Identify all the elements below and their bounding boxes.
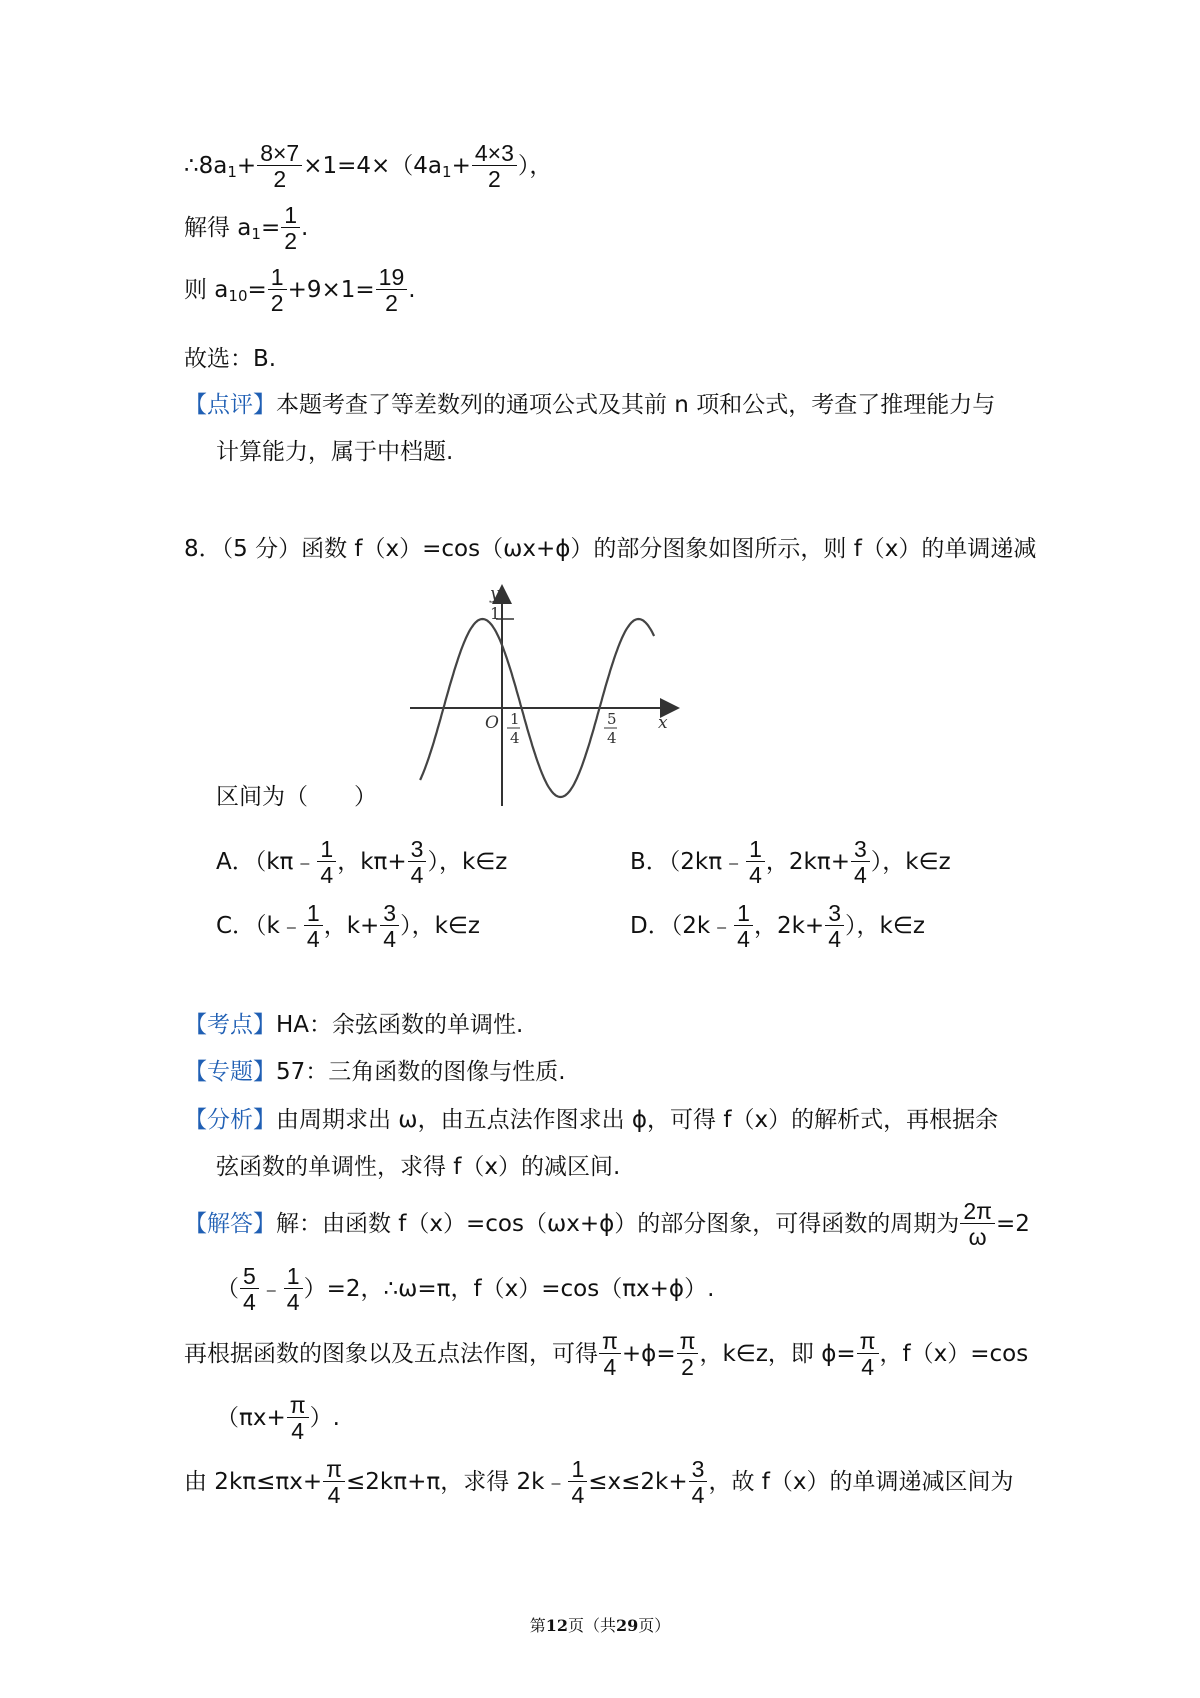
- fraction: [284, 1265, 303, 1314]
- fraction: [677, 1330, 699, 1379]
- jieda-text: 再根据函数的图象以及五点法作图，可得: [184, 1341, 598, 1367]
- denominator: 4: [734, 925, 753, 951]
- option-d-text: ），k∈z: [845, 913, 925, 939]
- zhuanti-line: [184, 1055, 566, 1089]
- page-number: 12: [545, 1616, 568, 1635]
- jieda-text: （πx+: [216, 1405, 286, 1431]
- jieda-tag: 【解答】: [184, 1211, 276, 1237]
- fraction: [568, 1458, 587, 1507]
- numerator: 2π: [963, 1198, 992, 1224]
- numerator: 1: [320, 836, 334, 862]
- jieda-text: ）.: [309, 1405, 340, 1431]
- jieda-text: ，f（x）=cos: [879, 1341, 1029, 1367]
- fraction: [857, 1330, 879, 1379]
- denominator: 4: [568, 1481, 587, 1507]
- jieda-text: ≤2kπ+π，求得 2k﹣: [346, 1469, 568, 1495]
- option-c[interactable]: [216, 902, 480, 951]
- numerator: 1: [270, 264, 284, 290]
- x-tick2-numerator: 5: [607, 710, 617, 728]
- fraction: [851, 838, 870, 887]
- total-pages: 29: [616, 1616, 639, 1635]
- numerator: 1: [737, 900, 750, 926]
- footer-text: 页）: [638, 1616, 671, 1635]
- x-axis-label: x: [658, 713, 668, 733]
- numerator: π: [289, 1392, 306, 1418]
- fraction: [376, 266, 408, 315]
- numerator: 1: [571, 1456, 585, 1482]
- fraction: [268, 266, 287, 315]
- fraction: [408, 838, 427, 887]
- eq-text: =: [247, 277, 267, 303]
- denominator: 4: [323, 1481, 345, 1507]
- x-tick1-denominator: 4: [510, 729, 520, 747]
- numerator: 1: [749, 836, 762, 862]
- fraction: [317, 838, 336, 887]
- eq-text: 则 a: [184, 277, 229, 303]
- jieda-text: ）=2，∴ω=π，f（x）=cos（πx+ϕ）.: [303, 1276, 715, 1302]
- subscript: 1: [442, 163, 452, 181]
- page-footer: [0, 1613, 1200, 1636]
- denominator: 2: [268, 289, 287, 315]
- review-tag: 【点评】: [184, 392, 276, 418]
- jieda-text: ，k∈z，即 ϕ=: [699, 1341, 856, 1367]
- jieda-line-4: [216, 1394, 340, 1443]
- denominator: 4: [825, 925, 844, 951]
- subscript: 1: [251, 225, 261, 243]
- option-a[interactable]: [216, 838, 507, 887]
- fraction: [257, 142, 302, 191]
- fenxi-line-2: 弦函数的单调性，求得 f（x）的减区间.: [216, 1154, 621, 1180]
- review-text: 本题考查了等差数列的通项公式及其前 n 项和公式，考查了推理能力与: [276, 392, 996, 418]
- denominator: 2: [677, 1353, 699, 1379]
- jieda-text: ≤x≤2k+: [588, 1469, 688, 1495]
- origin-label: O: [485, 713, 499, 733]
- numerator: π: [679, 1328, 696, 1354]
- equation-line-2: [184, 204, 308, 253]
- fenxi-line-1: [184, 1103, 998, 1137]
- numerator: 19: [378, 264, 405, 290]
- option-d-text: ，2k+: [753, 913, 825, 939]
- kaodian-line: [184, 1008, 523, 1042]
- jieda-text: 解：由函数 f（x）=cos（ωx+ϕ）的部分图象，可得函数的周期为: [276, 1211, 960, 1237]
- denominator: 4: [380, 925, 399, 951]
- jieda-line-2: [216, 1265, 714, 1314]
- jieda-line-1: [184, 1200, 1030, 1249]
- jieda-text: +ϕ=: [621, 1341, 676, 1367]
- denominator: 4: [857, 1353, 879, 1379]
- option-b[interactable]: [630, 838, 951, 887]
- jieda-text: ﹣: [259, 1276, 283, 1302]
- y-axis-label: y: [490, 584, 500, 604]
- denominator: 4: [287, 1417, 309, 1443]
- x-tick1-numerator: 1: [510, 710, 520, 728]
- fraction: [734, 902, 753, 951]
- jieda-text: （: [216, 1276, 239, 1302]
- fraction: [960, 1200, 995, 1249]
- jieda-text: =2: [995, 1211, 1030, 1237]
- option-a-text: ，kπ+: [337, 849, 407, 875]
- eq-text: .: [408, 277, 416, 303]
- denominator: 2: [281, 227, 300, 253]
- option-b-text: B．（2kπ﹣: [630, 849, 746, 875]
- eq-text: .: [301, 215, 309, 241]
- question-8-stem-line-2: 区间为（ ）: [216, 784, 377, 810]
- numerator: 1: [286, 1263, 300, 1289]
- eq-text: ×1=4×（4a: [303, 153, 443, 179]
- fraction: [287, 1394, 309, 1443]
- numerator: 3: [383, 900, 397, 926]
- denominator: 4: [851, 861, 870, 887]
- footer-text: 页（共: [567, 1616, 616, 1635]
- numerator: π: [859, 1328, 876, 1354]
- fraction: [380, 902, 399, 951]
- option-a-text: A．（kπ﹣: [216, 849, 317, 875]
- fraction: [746, 838, 765, 887]
- cosine-graph: [410, 578, 690, 810]
- denominator: 4: [304, 925, 323, 951]
- denominator: 4: [746, 861, 765, 887]
- y-tick-label: 1: [490, 604, 501, 623]
- denominator: 4: [689, 1481, 708, 1507]
- eq-text: 解得 a: [184, 215, 252, 241]
- numerator: 5: [243, 1263, 256, 1289]
- option-b-text: ，2kπ+: [765, 849, 850, 875]
- option-d-text: D．（2k﹣: [630, 913, 734, 939]
- subscript: 1: [227, 163, 237, 181]
- jieda-line-5: [184, 1458, 1013, 1507]
- eq-text: ），: [517, 153, 553, 179]
- zhuanti-text: 57：三角函数的图像与性质.: [276, 1059, 566, 1085]
- kaodian-text: HA：余弦函数的单调性.: [276, 1012, 524, 1038]
- fraction: [599, 1330, 621, 1379]
- fraction: [304, 902, 323, 951]
- jieda-text: ，故 f（x）的单调递减区间为: [708, 1469, 1014, 1495]
- question-8-stem: 8．（5 分）函数 f（x）=cos（ωx+ϕ）的部分图象如图所示，则 f（x）的单调递减: [184, 536, 1037, 562]
- subscript: 10: [228, 287, 248, 305]
- denominator: ω: [960, 1223, 995, 1249]
- fenxi-text: 由周期求出 ω，由五点法作图求出 ϕ，可得 f（x）的解析式，再根据余: [276, 1107, 999, 1133]
- numerator: 1: [306, 900, 320, 926]
- eq-text: +9×1=: [287, 277, 375, 303]
- fraction: [281, 204, 300, 253]
- fenxi-tag: 【分析】: [184, 1107, 276, 1133]
- numerator: 8×7: [260, 140, 300, 166]
- fraction: [323, 1458, 345, 1507]
- jieda-text: 由 2kπ≤πx+: [184, 1469, 323, 1495]
- numerator: π: [326, 1456, 342, 1482]
- jieda-line-3: [184, 1330, 1028, 1379]
- equation-line-3: [184, 266, 416, 315]
- kaodian-tag: 【考点】: [184, 1012, 276, 1038]
- fraction: [240, 1265, 259, 1314]
- option-b-text: ），k∈z: [870, 849, 951, 875]
- numerator: 3: [853, 836, 867, 862]
- numerator: 3: [828, 900, 841, 926]
- option-c-text: ，k+: [323, 913, 380, 939]
- equation-line-1: [184, 142, 552, 191]
- footer-text: 第: [529, 1616, 546, 1635]
- x-tick2-denominator: 4: [607, 729, 617, 747]
- option-d[interactable]: [630, 902, 925, 951]
- eq-text: +: [451, 153, 471, 179]
- denominator: 2: [472, 165, 517, 191]
- numerator: 4×3: [474, 140, 514, 166]
- option-c-text: ），k∈z: [400, 913, 481, 939]
- option-c-text: C．（k﹣: [216, 913, 303, 939]
- numerator: 1: [284, 202, 298, 228]
- numerator: 3: [410, 836, 424, 862]
- denominator: 2: [376, 289, 408, 315]
- denominator: 2: [257, 165, 302, 191]
- denominator: 4: [284, 1288, 303, 1314]
- eq-text: =: [260, 215, 281, 241]
- eq-text: ∴8a: [184, 153, 228, 179]
- review-line-2: 计算能力，属于中档题.: [216, 439, 454, 465]
- choice-line: 故选：B.: [184, 346, 277, 372]
- denominator: 4: [240, 1288, 259, 1314]
- fraction: [825, 902, 844, 951]
- denominator: 4: [317, 861, 336, 887]
- option-a-text: ），k∈z: [427, 849, 508, 875]
- fraction: [689, 1458, 708, 1507]
- numerator: 3: [691, 1456, 705, 1482]
- zhuanti-tag: 【专题】: [184, 1059, 276, 1085]
- denominator: 4: [408, 861, 427, 887]
- denominator: 4: [599, 1353, 621, 1379]
- numerator: π: [602, 1328, 618, 1354]
- eq-text: +: [236, 153, 257, 179]
- fraction: [472, 142, 517, 191]
- review-line-1: [184, 388, 995, 422]
